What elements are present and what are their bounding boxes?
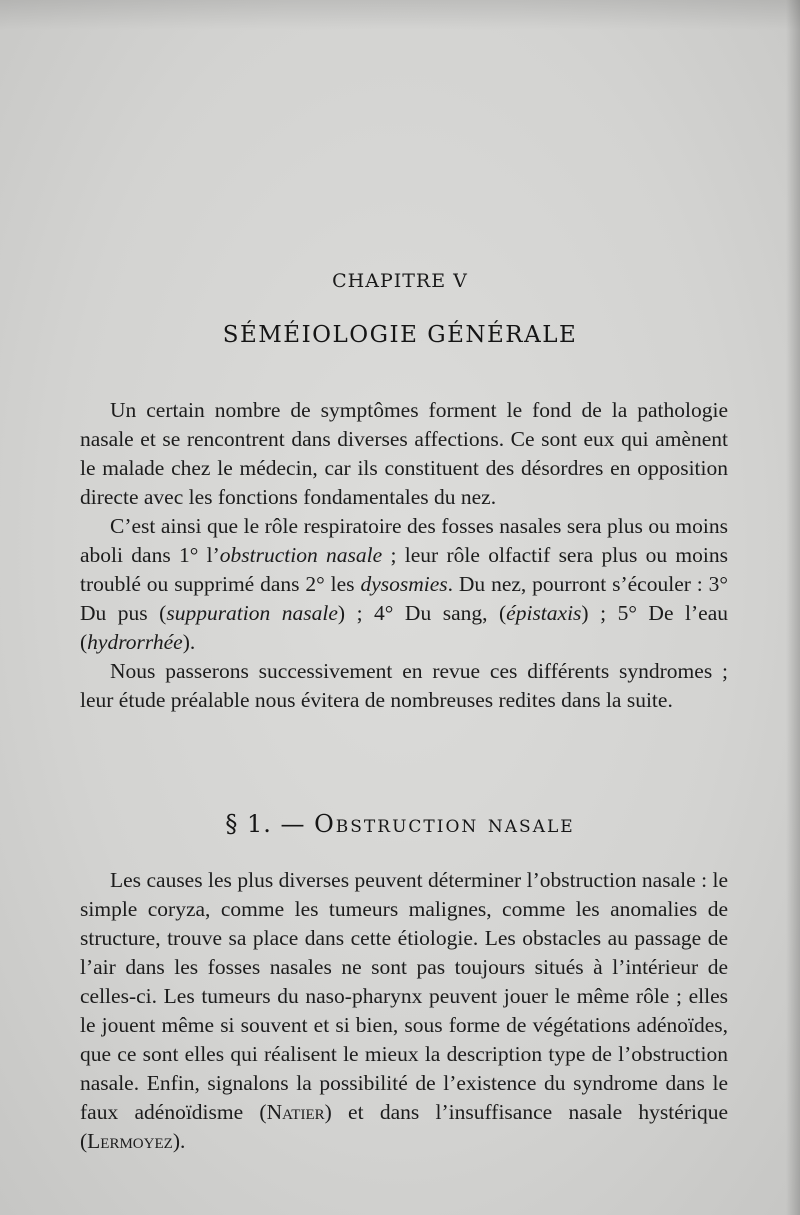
term-hydrorrhee: hydrorrhée [87,630,183,654]
chapter-title: SÉMÉIOLOGIE GÉNÉRALE [222,322,578,348]
term-epistaxis: épistaxis [506,601,582,625]
section-paragraph-1 [80,866,728,1156]
section-title: Obstruction nasale [314,810,575,838]
author-natier: Natier [266,1100,325,1124]
section-p1-text-e: ). [172,1129,186,1153]
intro-p2-text-a: C’est ainsi que le rôle respiratoire des fosses nasales sera plus ou moins aboli dans 1° l’ [80,514,728,567]
term-obstruction-nasale: obstruction nasale [219,543,383,567]
page-shadow-right [786,0,800,1215]
intro-p2-text-c: ; leur rôle olfactif sera plus ou moins troublé ou supprimé dans 2° les [80,543,728,596]
section-heading [0,810,800,838]
intro-paragraph-3: Nous passerons successivement en revue ces différents syndromes ; leur étude préalable nous évitera de nombreuses redites dans la suite. [80,659,728,712]
chapter-label: CHAPITRE V [332,270,468,292]
section-number: § 1. — [225,810,315,838]
intro-paragraph-2 [80,512,728,657]
term-dysosmies: dysosmies [360,572,448,596]
page-shadow-top [0,0,800,30]
section-text [80,866,728,1156]
intro-paragraph-1: Un certain nombre de symptômes forment le fond de la pathologie nasale et se rencontrent dans diverses affections. Ce sont eux qui amènent le malade chez le médecin, car ils constituent des désordres en opposition directe avec les fonctions fondamentales du nez. [80,398,728,509]
intro-p2-text-e: . Du nez, pourront s’écouler : 3° Du pus ( [80,572,729,625]
intro-p2-text-i: ) ; 5° De l’eau ( [80,601,728,654]
section-p1-text-c: ) et dans l’insuffisance nasale hystérique ( [80,1100,728,1153]
section-p1-text-a: Les causes les plus diverses peuvent déterminer l’obstruction nasale : le simple coryza, comme les tumeurs malignes, comme les anomalies de structure, trouve sa place dans cette étiologie. Les obstacles au passage de l’air dans les fosses nasales ne sont pas toujours situés à l’intérieur de celles-ci. Les tumeurs du naso-pharynx peuvent jouer le même rôle ; elles le jouent même si souvent et si bien, sous forme de végétations adénoïdes, que ce sont elles qui réalisent le mieux la description type de l’obstruction nasale. Enfin, signalons la possibilité de l’existence du syndrome dans le faux adénoïdisme ( [80,868,728,1124]
intro-text [80,396,728,715]
term-suppuration-nasale: suppuration nasale [166,601,338,625]
intro-p2-text-k: ). [182,630,196,654]
intro-p2-text-g: ) ; 4° Du sang, ( [337,601,507,625]
author-lermoyez: Lermoyez [87,1129,173,1153]
